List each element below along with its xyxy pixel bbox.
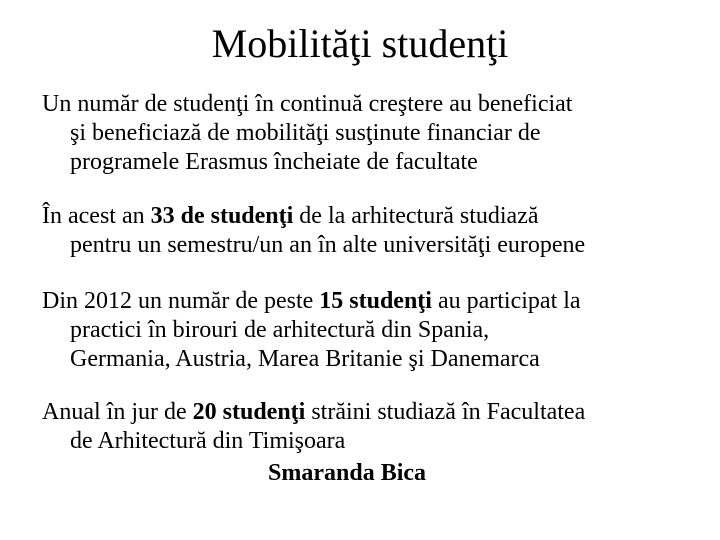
paragraph-erasmus-growth: [42, 90, 702, 177]
text-line: [42, 398, 702, 427]
text-fragment: au participat la: [431, 288, 581, 314]
author-signature: Smaranda Bica: [268, 460, 427, 486]
paragraph-current-year: [42, 202, 702, 260]
text-line: [42, 202, 702, 231]
slide-title: Mobilităţi studenţi: [211, 21, 509, 66]
paragraph-foreign-students: [42, 398, 702, 456]
highlight-count: 15 studenţi: [319, 288, 432, 314]
highlight-count: 20 studenţi: [192, 399, 306, 425]
paragraph-internships: [42, 287, 702, 374]
text-fragment: Din 2012 un număr de peste: [42, 288, 320, 314]
text-fragment: Anual în jur de: [42, 399, 193, 425]
text-fragment: străini studiază în Facultatea: [305, 399, 586, 425]
text-line: Germania, Austria, Marea Britanie şi Danemarca: [70, 346, 540, 372]
text-line: programele Erasmus încheiate de facultate: [70, 149, 478, 175]
text-line: şi beneficiază de mobilităţi susţinute financiar de: [70, 120, 541, 146]
text-line: Un număr de studenţi în continuă creştere au beneficiat: [42, 91, 573, 117]
text-line: [42, 287, 702, 316]
highlight-count: 33 de studenţi: [150, 203, 294, 229]
text-fragment: de la arhitectură studiază: [293, 203, 539, 229]
text-line: pentru un semestru/un an în alte universităţi europene: [70, 232, 586, 258]
text-line: de Arhitectură din Timişoara: [70, 428, 346, 454]
text-fragment: În acest an: [42, 203, 151, 229]
text-line: practici în birouri de arhitectură din Spania,: [70, 317, 490, 343]
